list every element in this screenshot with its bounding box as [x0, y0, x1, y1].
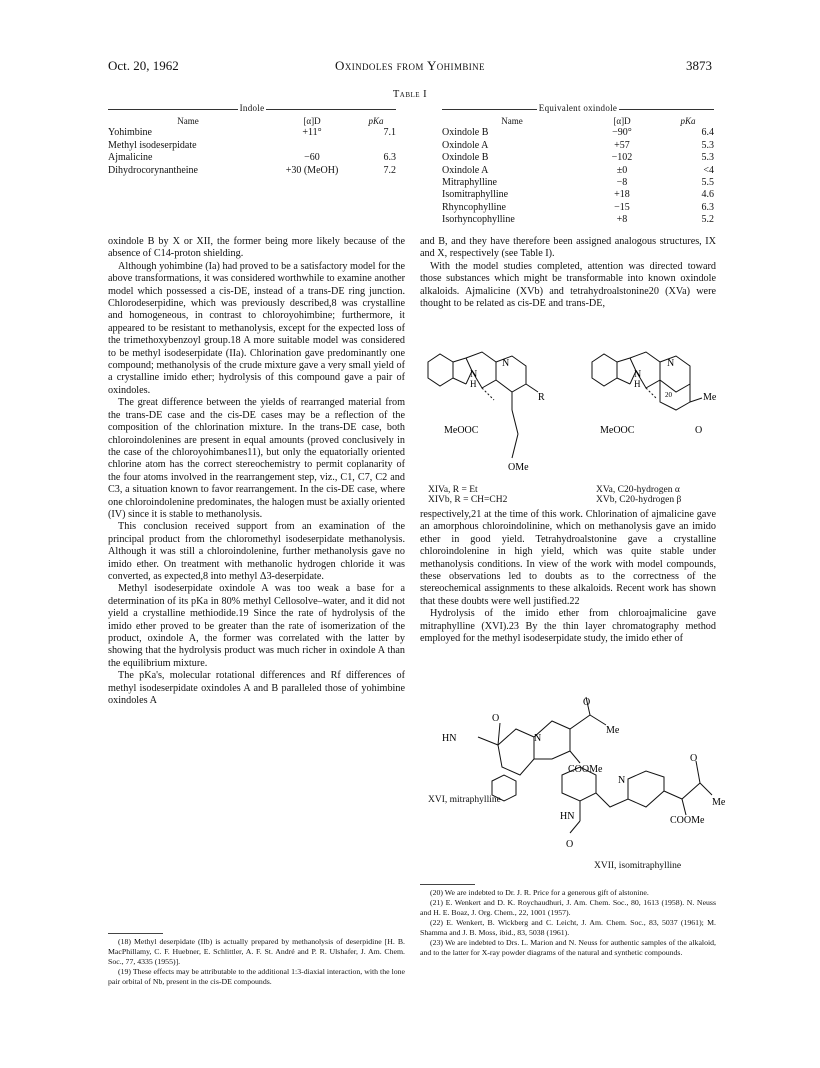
cell-pka: 6.3	[701, 201, 714, 213]
cell-alpha: ±0	[616, 164, 628, 176]
xvii-o1-label: O	[690, 753, 698, 764]
left-column	[108, 236, 405, 707]
paragraph: Although yohimbine (Ia) had proved to be a satisfactory model for the above transformations, it was considered worthwhile to examine another model which possessed a cis-DE, instead of a trans-DE ring junction. Chlorodeserpidine, which was previously described,8 was crystalline and homogeneous, in contrast to chloroyohimbine; furthermore, it appeared to be resistant to methanolysis, except for the expected loss of the trimethoxybenzoyl group.18 A more suitable model was considered to be methyl isodeserpidate (IIa). Chlorination gave predominantly one compound; methanolysis of the crude mixture gave a very small yield of a crystalline imido ether; hydrolysis of this compound gave a pair of oxindoles.	[108, 260, 405, 396]
table-row	[442, 152, 714, 164]
cell-name: Oxindole A	[442, 139, 489, 151]
paragraph: respectively,21 at the time of this work. Chlorination of ajmalicine gave an amorphous chloroindolinine, which on methanolysis gave an imido ether in good yield. Tetrahydroalstonine gave a crystalline chloroindolenine in high yield, which was quite stable under methanolysis conditions. In view of the work with model compounds, these observations led to doubts as to the correctness of the stereochemical assignments to these alkaloids. Recent work has shown that these doubts were well justified.22	[420, 509, 716, 607]
cell-name: Oxindole A	[442, 164, 489, 176]
paragraph: The great difference between the yields of rearranged material from the trans-DE case and the cis-DE cases may be a reflection of the composition of the chlorination mixture. In the trans-DE case, both chloroindolenines are present in equal amounts (proved conclusively in the case of the chloroyohimbanes11), but only the equatorially oriented chlorine atom has the correct stereochemistry to permit coplanarity of the four atoms involved in the rearrangement step, viz., C1, C7, C2 and C3, a situation known to favor rearrangement. In the cis-DE case, where one chloroindolenine predominates, the halogen must be axially oriented (IV) since it is stable to methanolysis.	[108, 397, 405, 520]
cell-pka: 7.2	[383, 164, 396, 176]
footnote-rule	[108, 933, 163, 934]
table-row	[108, 165, 396, 177]
cell-name: Methyl isodeserpidate	[108, 139, 197, 151]
col-name-header: Name	[177, 116, 199, 126]
xvii-o2-label: O	[566, 839, 574, 850]
paragraph: The pKa's, molecular rotational differences and Rf differences of methyl isodeserpidate oxindoles A and B paralleled those of yohimbine oxindoles A	[108, 670, 405, 707]
cell-name: Isorhyncophylline	[442, 214, 515, 226]
xva-label: XVa, C20-hydrogen α	[596, 485, 680, 495]
xvi-hn-label: HN	[442, 733, 457, 744]
cell-pka	[356, 140, 396, 152]
col-pka-header: pKa	[680, 116, 696, 126]
footnote-rule	[420, 884, 475, 885]
table-row	[108, 152, 396, 164]
xiv-h-label: H	[470, 379, 477, 389]
paragraph: Methyl isodeserpidate oxindole A was too weak a base for a determination of its pKa in 80% methyl Cellosolve–water, and it did not yield a crystalline methiodide.19 Since the rate of hydrolysis of the imido ether proved to be greater than the rate of isomerization of the product, oxindole A, the former was correlated with the latter by showing that the hydrolysis product was much richer in oxindole A than the equilibrium mixture.	[108, 583, 405, 669]
table-row	[442, 202, 714, 214]
cell-name: Rhyncophylline	[442, 201, 506, 213]
footnote: (20) We are indebted to Dr. J. R. Price for a generous gift of alstonine.	[430, 888, 649, 897]
table-row	[442, 214, 714, 226]
cell-alpha	[268, 140, 356, 152]
table-row	[442, 127, 714, 139]
col-name-header: Name	[501, 116, 523, 126]
cell-pka: 7.1	[383, 127, 396, 139]
cell-name: Dihydrocorynantheine	[108, 164, 198, 176]
table-header-row	[442, 115, 714, 127]
structure-xv	[592, 352, 702, 410]
cell-name: Oxindole B	[442, 152, 489, 164]
col-alpha-header: [α]D	[613, 116, 631, 126]
structure-figure-xvi-xvii	[420, 695, 726, 860]
xv-o-label: O	[695, 425, 703, 436]
table-left-group-label: Indole	[239, 103, 265, 113]
right-column-top	[420, 236, 716, 310]
table-row	[442, 165, 714, 177]
cell-alpha: −8	[616, 177, 628, 189]
table-right-group-label: Equivalent oxindole	[538, 103, 618, 113]
xv-num-label: 20	[665, 391, 672, 399]
header-title: Oxindoles from Yohimbine	[335, 58, 485, 73]
xv-n-label: N	[667, 358, 675, 369]
table-right	[442, 103, 714, 227]
xiv-n-label: N	[502, 358, 510, 369]
structure-figure-xiv-xv	[420, 340, 720, 485]
cell-pka: 5.2	[701, 214, 714, 226]
cell-pka: 5.3	[701, 139, 714, 151]
cell-pka: 5.3	[701, 152, 714, 164]
cell-pka: 5.5	[701, 177, 714, 189]
table-row	[442, 189, 714, 201]
xiv-r-label: R	[538, 392, 545, 403]
xvii-label: XVII, isomitraphylline	[594, 861, 682, 871]
col-alpha-header: [α]D	[303, 116, 321, 126]
xvi-me-label: Me	[606, 725, 620, 736]
table-right-grid	[442, 115, 714, 227]
xiva-label: XIVa, R = Et	[428, 485, 478, 495]
cell-alpha: +18	[614, 189, 630, 201]
footnote: (23) We are indebted to Drs. L. Marion and N. Neuss for authentic samples of the alkaloid, and to the latter for X-ray powder diagrams of the natural and synthetic compounds.	[420, 938, 716, 957]
cell-name: Oxindole B	[442, 127, 489, 139]
table-row	[442, 140, 714, 152]
col-pka-header: pKa	[368, 116, 384, 126]
structure-xiv	[428, 352, 538, 458]
cell-name: Yohimbine	[108, 127, 152, 139]
xvb-label: XVb, C20-hydrogen β	[596, 495, 682, 505]
xvii-me-label: Me	[712, 797, 726, 808]
right-column-mid	[420, 509, 716, 645]
structure-drawings	[420, 340, 720, 485]
table-left	[108, 103, 396, 177]
xvii-coome-label: COOMe	[670, 815, 705, 826]
xiv-nh-label: N	[470, 369, 478, 380]
paragraph: and B, and they have therefore been assigned analogous structures, IX and X, respectively (see Table I).	[420, 236, 716, 260]
cell-alpha: +30 (MeOH)	[285, 164, 339, 176]
xvi-coome-label: COOMe	[568, 764, 603, 775]
cell-alpha: +57	[614, 139, 630, 151]
structure-drawings	[420, 695, 726, 860]
xvii-n-label: N	[618, 775, 626, 786]
cell-pka: 6.3	[383, 152, 396, 164]
cell-name: Isomitraphylline	[442, 189, 509, 201]
table-row	[442, 177, 714, 189]
xvii-hn-label: HN	[560, 811, 575, 822]
cell-name: Ajmalicine	[108, 152, 153, 164]
xvi-o2-label: O	[583, 697, 591, 708]
table-row	[108, 127, 396, 139]
xiv-ester-label: MeOOC	[444, 425, 479, 436]
xv-h-label: H	[634, 379, 641, 389]
cell-alpha: +8	[616, 214, 628, 226]
header-date: Oct. 20, 1962	[108, 58, 179, 73]
table-left-grid	[108, 115, 396, 177]
xv-ester-label: MeOOC	[600, 425, 635, 436]
table-row	[108, 140, 396, 152]
cell-name: Mitraphylline	[442, 177, 497, 189]
cell-pka: <4	[703, 164, 714, 176]
xvi-n-label: N	[534, 733, 542, 744]
cell-alpha: +11°	[302, 127, 322, 139]
left-footnotes	[108, 937, 405, 987]
xv-me-label: Me	[703, 392, 717, 403]
footnote: (18) Methyl deserpidate (IIb) is actually prepared by methanolysis of deserpidine [H. B. MacPhillamy, C. F. Huebner, E. Schlittler, A. F. St. André and P. R. Ulshafer, J. Am. Chem. Soc., 77, 4335 (1955)].	[108, 937, 405, 966]
xv-nh-label: N	[634, 369, 642, 380]
cell-pka: 6.4	[701, 127, 714, 139]
xvi-o1-label: O	[492, 713, 500, 724]
cell-alpha: −15	[614, 201, 630, 213]
xiv-ome-label: OMe	[508, 462, 529, 473]
footnote: (22) E. Wenkert, B. Wickberg and C. Leicht, J. Am. Chem. Soc., 83, 5037 (1961); M. Shamma and J. B. Moss, ibid., 83, 5038 (1961).	[420, 918, 716, 937]
cell-alpha: −102	[611, 152, 633, 164]
paragraph: This conclusion received support from an examination of the principal product from the chloromethyl isodeserpidate methanolysis. Although it was still a chloroindolenine, further methanolysis gave no imido ether. On treatment with methanolic hydrogen chloride it was converted, as expected,8 into methyl Δ3-deserpidate.	[108, 521, 405, 582]
cell-pka: 4.6	[701, 189, 714, 201]
paragraph: With the model studies completed, attention was directed toward those substances which might be transformable into known oxindole alkaloids. Ajmalicine (XVb) and tetrahydroalstonine20 (XVa) were thought to be related as cis-DE and trans-DE,	[420, 260, 716, 310]
table-caption: Table I	[392, 89, 428, 100]
right-footnotes	[420, 888, 716, 958]
header-page: 3873	[686, 58, 712, 73]
footnote: (19) These effects may be attributable to the additional 1:3-diaxial interaction, with the lone pair orbital of Nb, present in the cis-DE compounds.	[108, 967, 405, 986]
paragraph: Hydrolysis of the imido ether from chloroajmalicine gave mitraphylline (XVI).23 By the thin layer chromatography method employed for the methyl isodeserpidate study, the imido ether of	[420, 608, 716, 645]
footnote: (21) E. Wenkert and D. K. Roychaudhuri, J. Am. Chem. Soc., 80, 1613 (1958). N. Neuss and H. E. Boaz, J. Org. Chem., 22, 1001 (1957).	[420, 898, 716, 917]
paragraph: oxindole B by X or XII, the former being more likely because of the absence of C14-proton shielding.	[108, 236, 405, 260]
cell-alpha: −60	[304, 152, 320, 164]
xivb-label: XIVb, R = CH=CH2	[428, 495, 508, 505]
cell-alpha: −90°	[612, 127, 632, 139]
xvi-label: XVI, mitraphylline	[428, 795, 501, 805]
table-header-row	[108, 115, 396, 127]
